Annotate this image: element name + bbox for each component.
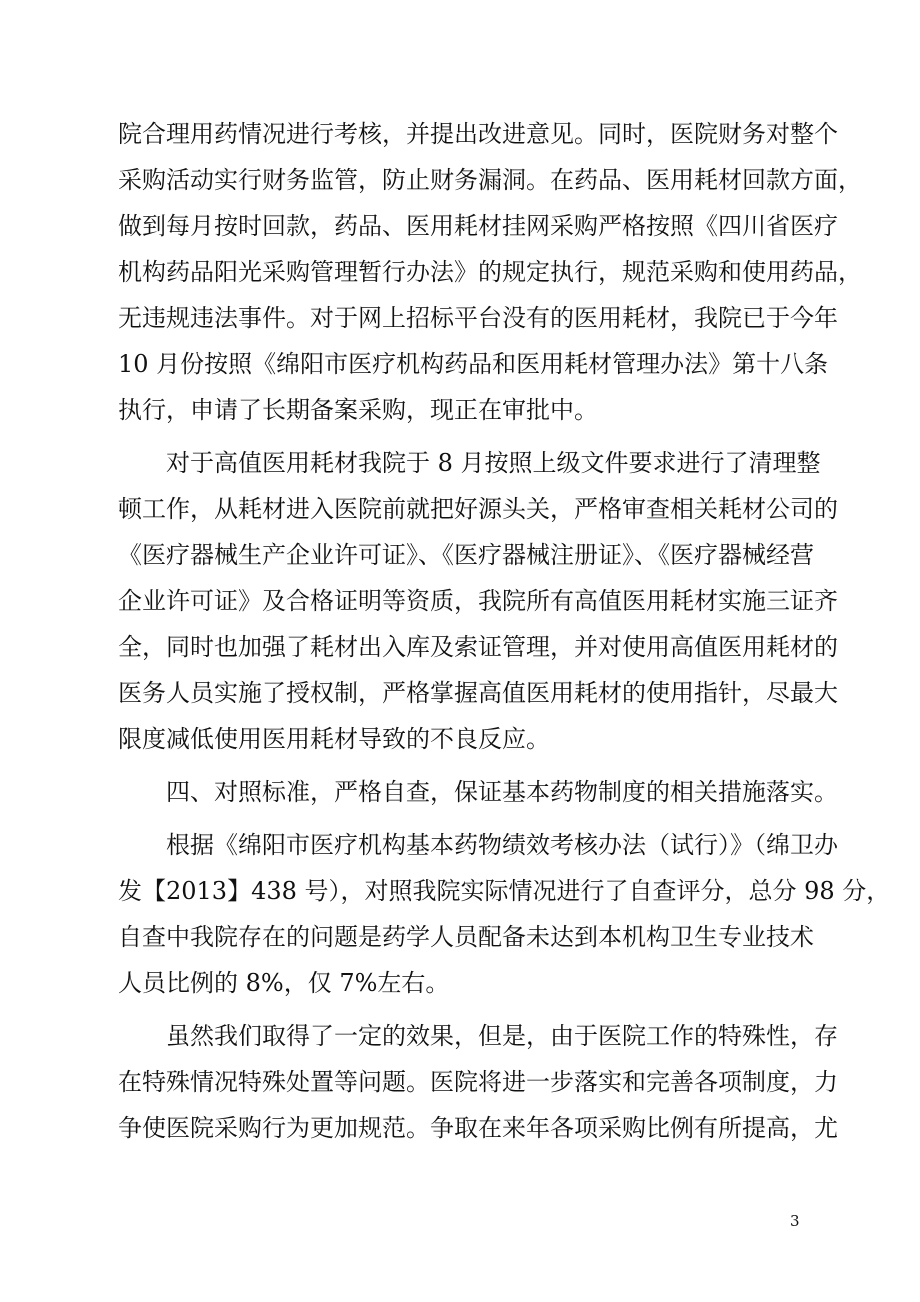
paragraph-line: 全，同时也加强了耗材出入库及索证管理，并对使用高值医用耗材的 [118,633,838,661]
section-heading: 四、对照标准，严格自查，保证基本药物制度的相关措施落实。 [166,778,838,806]
paragraph-line: 顿工作，从耗材进入医院前就把好源头关，严格审查相关耗材公司的 [118,495,838,523]
paragraph-line: 人员比例的 8%，仅 7%左右。 [118,969,450,997]
paragraph-line: 发【2013】438 号），对照我院实际情况进行了自查评分，总分 98 分， [118,877,891,905]
paragraph-line: 无违规违法事件。对于网上招标平台没有的医用耗材，我院已于今年 [118,304,838,332]
paragraph-line: 企业许可证》及合格证明等资质，我院所有高值医用耗材实施三证齐 [118,587,838,615]
paragraph-line: 院合理用药情况进行考核，并提出改进意见。同时，医院财务对整个 [118,120,838,148]
paragraph-line: 做到每月按时回款，药品、医用耗材挂网采购严格按照《四川省医疗 [118,212,838,240]
paragraph-line: 《医疗器械生产企业许可证》、《医疗器械注册证》、《医疗器械经营 [118,541,814,569]
paragraph-line: 医务人员实施了授权制，严格掌握高值医用耗材的使用指针，尽最大 [118,679,838,707]
paragraph-line: 采购活动实行财务监管，防止财务漏洞。在药品、医用耗材回款方面， [118,166,862,194]
paragraph-line: 自查中我院存在的问题是药学人员配备未达到本机构卫生专业技术 [118,923,814,951]
paragraph-line: 虽然我们取得了一定的效果，但是，由于医院工作的特殊性，存 [166,1022,838,1050]
paragraph-line: 限度减低使用医用耗材导致的不良反应。 [118,725,550,753]
paragraph-line: 根据《绵阳市医疗机构基本药物绩效考核办法（试行）》（绵卫办 [166,831,838,859]
paragraph-line: 对于高值医用耗材我院于 8 月按照上级文件要求进行了清理整 [166,449,821,477]
paragraph-line: 执行，申请了长期备案采购，现正在审批中。 [118,396,598,424]
paragraph-line: 10 月份按照《绵阳市医疗机构药品和医用耗材管理办法》第十八条 [118,350,829,378]
page-number: 3 [790,1212,800,1230]
paragraph-line: 在特殊情况特殊处置等问题。医院将进一步落实和完善各项制度，力 [118,1068,838,1096]
paragraph-line: 争使医院采购行为更加规范。争取在来年各项采购比例有所提高，尤 [118,1114,838,1142]
paragraph-line: 机构药品阳光采购管理暂行办法》的规定执行，规范采购和使用药品， [118,258,862,286]
